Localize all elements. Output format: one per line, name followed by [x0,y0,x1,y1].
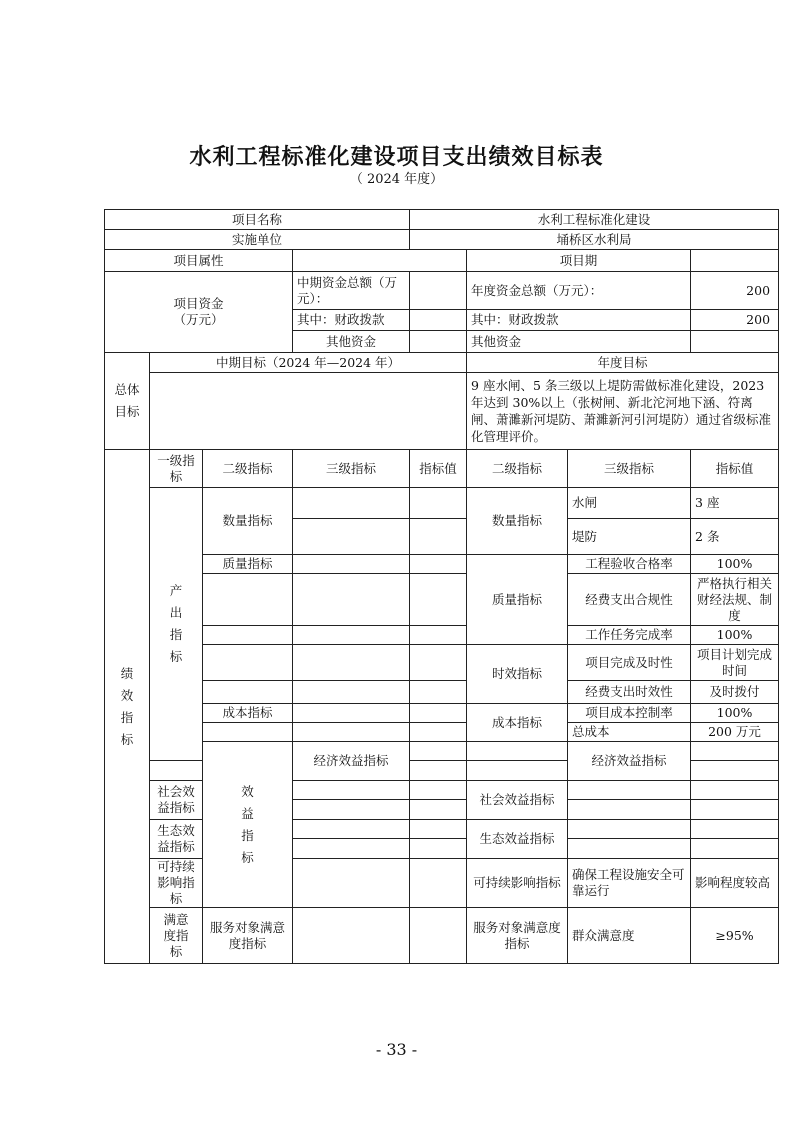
period-value [691,250,779,272]
empty-cell [568,839,691,859]
satis-label-1: 满意 [163,911,189,927]
empty-cell [293,626,410,645]
empty-cell [568,781,691,800]
benefit-label-1: 效 [241,783,254,799]
empty-cell [410,742,467,761]
mid-fiscal-label: 其中：财政拨款 [293,310,410,331]
empty-cell [568,800,691,820]
empty-cell [410,723,467,742]
output-label-3: 指 [169,627,183,642]
project-name-label: 项目名称 [105,210,410,230]
empty-cell [293,555,410,574]
header-value-year: 指标值 [691,450,779,488]
empty-cell [150,761,203,781]
empty-cell [410,519,467,555]
empty-cell [467,761,568,781]
c2-label: 总成本 [568,723,691,742]
mid-goal-text [150,373,467,450]
empty-cell [293,723,410,742]
m1-label: 群众满意度 [568,908,691,964]
cost-label-year: 成本指标 [467,704,568,742]
satis-label-3: 标 [169,943,183,959]
mid-goal-header: 中期目标（2024 年—2024 年） [150,353,467,373]
empty-cell [293,704,410,723]
empty-cell [410,781,467,800]
t1-value: 项目计划完成时间 [691,645,779,681]
funds-label [105,272,293,353]
q3-label: 工作任务完成率 [568,626,691,645]
q2-label: 经费支出合规性 [568,574,691,626]
quality-label: 质量指标 [203,555,293,574]
mid-other-label: 其他资金 [293,331,410,353]
year-fiscal-label: 其中：财政拨款 [467,310,691,331]
output-label-2: 出 [169,605,183,620]
empty-cell [410,761,467,781]
year-goal-header: 年度目标 [467,353,779,373]
year-total-label: 年度资金总额（万元）： [467,272,691,310]
empty-cell [410,681,467,704]
empty-cell [293,519,410,555]
c2-value: 200 万元 [691,723,779,742]
empty-cell [410,645,467,681]
mid-fiscal-value [410,310,467,331]
social-label-year: 社会效益指标 [467,781,568,820]
sluice-label: 水闸 [568,488,691,519]
c1-value: 100% [691,704,779,723]
satis-label-2: 度指 [163,927,189,943]
serve-label-year: 服务对象满意度指标 [467,908,568,964]
econ-label: 经济效益指标 [293,742,410,781]
attr-value [293,250,467,272]
q3-value: 100% [691,626,779,645]
empty-cell [293,820,410,839]
output-label-1: 产 [169,583,183,598]
header-level2: 二级指标 [203,450,293,488]
s1-label: 确保工程设施安全可靠运行 [568,859,691,908]
eco-label-year: 生态效益指标 [467,820,568,859]
benefit-label-3: 指 [241,827,254,843]
year-total-value: 200 [691,272,779,310]
dike-label: 堤防 [568,519,691,555]
dike-value: 2 条 [691,519,779,555]
q1-value: 100% [691,555,779,574]
quantity-label-year: 数量指标 [467,488,568,555]
m1-value: ≥95% [691,908,779,964]
time-label-year: 时效指标 [467,645,568,704]
empty-cell [410,908,467,964]
t1-label: 项目完成及时性 [568,645,691,681]
output-label-4: 标 [169,649,183,664]
perf-label-2: 效 [120,687,134,703]
empty-cell [293,800,410,820]
empty-cell [410,820,467,839]
c1-label: 项目成本控制率 [568,704,691,723]
empty-cell [293,574,410,626]
empty-cell [691,800,779,820]
cost-label: 成本指标 [203,704,293,723]
empty-cell [203,723,293,742]
empty-cell [568,820,691,839]
empty-cell [691,781,779,800]
quality-label-year: 质量指标 [467,555,568,645]
attr-label: 项目属性 [105,250,293,272]
year-subtitle: （ 2024 年度） [349,172,444,187]
overall-goal-label [105,353,150,450]
year-goal-text: 9 座水闸、5 条三级以上堤防需做标准化建设，2023 年达到 30%以上（张树闸、新北沱河地下涵、符离闸、萧濉新河堤防、萧濉新河引河堤防）通过省级标准化管理评价。 [467,373,779,450]
header-level2-year: 二级指标 [467,450,568,488]
empty-cell [410,555,467,574]
perf-label-1: 绩 [120,665,134,681]
empty-cell [293,645,410,681]
q1-label: 工程验收合格率 [568,555,691,574]
empty-cell [691,839,779,859]
econ-label-year: 经济效益指标 [568,742,691,781]
eco-label: 生态效益指标 [150,820,203,859]
page-title: 水利工程标准化建设项目支出绩效目标表 [189,144,604,170]
empty-cell [293,859,410,908]
performance-target-table [104,209,779,964]
quantity-label: 数量指标 [203,488,293,555]
empty-cell [410,800,467,820]
t2-label: 经费支出时效性 [568,681,691,704]
empty-cell [203,681,293,704]
empty-cell [410,839,467,859]
overall-goal-label-1: 总体 [114,382,140,397]
empty-cell [410,488,467,519]
empty-cell [691,761,779,781]
perf-label [105,450,150,964]
sluice-value: 3 座 [691,488,779,519]
empty-cell [293,839,410,859]
social-label: 社会效益指标 [150,781,203,820]
benefit-label-2: 益 [241,805,254,821]
t2-value: 及时拨付 [691,681,779,704]
empty-cell [691,742,779,761]
perf-label-4: 标 [120,731,134,747]
empty-cell [410,574,467,626]
sustain-label: 可持续影响指标 [150,859,203,908]
header-level1: 一级指标 [150,450,203,488]
header-level3-year: 三级指标 [568,450,691,488]
project-name-value: 水利工程标准化建设 [410,210,779,230]
empty-cell [293,908,410,964]
unit-label: 实施单位 [105,230,410,250]
page-number: - 33 - [375,1040,418,1059]
year-fiscal-value: 200 [691,310,779,331]
empty-cell [203,574,293,626]
period-label: 项目期 [467,250,691,272]
serve-label: 服务对象满意度指标 [203,908,293,964]
empty-cell [410,859,467,908]
unit-value: 埇桥区水利局 [410,230,779,250]
empty-cell [203,645,293,681]
empty-cell [203,626,293,645]
empty-cell [410,704,467,723]
sustain-label-year: 可持续影响指标 [467,859,568,908]
benefit-indicator-label [203,742,293,908]
empty-cell [410,626,467,645]
mid-other-value [410,331,467,353]
mid-total-label: 中期资金总额（万元）： [293,272,410,310]
empty-cell [467,742,568,761]
perf-label-3: 指 [120,709,134,725]
funds-label-1: 项目资金 [173,296,224,311]
benefit-label-4: 标 [241,849,254,865]
empty-cell [293,681,410,704]
empty-cell [293,781,410,800]
q2-value: 严格执行相关财经法规、制度 [691,574,779,626]
s1-value: 影响程度较高 [691,859,779,908]
header-value: 指标值 [410,450,467,488]
funds-label-2: （万元） [173,312,224,327]
year-other-label: 其他资金 [467,331,691,353]
mid-total-value [410,272,467,310]
empty-cell [691,820,779,839]
year-other-value [691,331,779,353]
empty-cell [293,488,410,519]
satisfaction-indicator-label [150,908,203,964]
header-level3: 三级指标 [293,450,410,488]
output-indicator-label [150,488,203,761]
overall-goal-label-2: 目标 [114,404,140,419]
